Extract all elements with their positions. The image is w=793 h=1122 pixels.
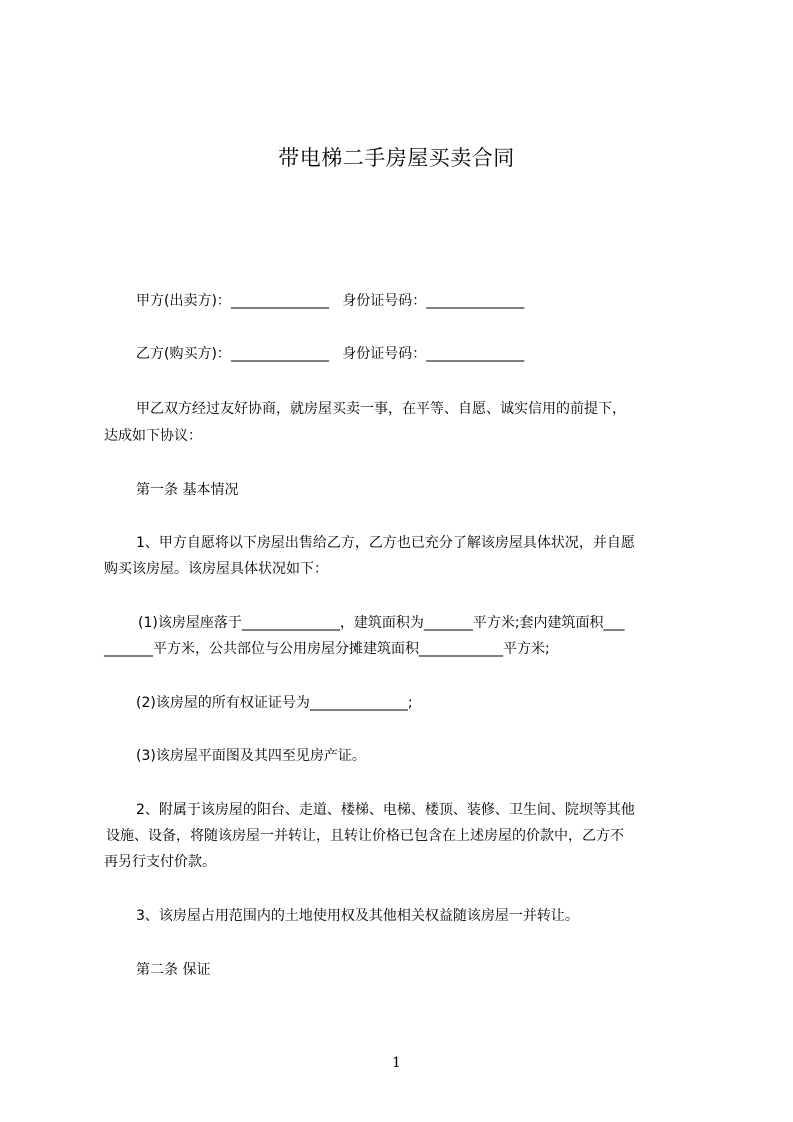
party-a-line [136,289,524,313]
intro-line-2: 达成如下协议： [104,428,202,444]
article-1-item-2-line-2: 设施、设备，将随该房屋一并转让，且转让价格已包含在上述房屋的价款中，乙方不 [106,828,624,844]
article-1-item-2-line-3: 再另行支付价款。 [104,854,216,870]
party-b-line [136,342,524,366]
article-1-sub-3: (3)该房屋平面图及其四至见房产证。 [136,748,366,764]
article-1-item-3: 3、该房屋占用范围内的土地使用权及其他相关权益随该房屋一并转让。 [136,908,579,924]
party-b-id-blank: ______________ [426,346,525,362]
party-b-id-label: 身份证号码： [342,346,427,362]
party-a-id-label: 身份证号码： [342,293,427,309]
contract-title: 带电梯二手房屋买卖合同 [278,146,515,170]
party-b-label: 乙方(购买方)： [136,346,231,362]
article-1-sub-2: (2)该房屋的所有权证证号为______________; [136,695,413,711]
party-b-name-blank: ______________ [230,346,329,362]
party-a-name-blank: ______________ [230,293,329,309]
article-1-heading: 第一条 基本情况 [136,482,239,498]
page-number: 1 [392,1055,401,1071]
party-a-id-blank: ______________ [426,293,525,309]
article-1-sub-1-line-1: (1)该房屋座落于______________，建筑面积为_______平方米;套内建筑面积___ [138,615,625,631]
article-1-sub-1-line-2: _______平方米，公共部位与公用房屋分摊建筑面积____________平方米; [104,641,550,657]
article-1-item-1-line-1: 1、甲方自愿将以下房屋出售给乙方，乙方也已充分了解该房屋具体状况，并自愿 [136,535,635,551]
intro-line-1: 甲乙双方经过友好协商，就房屋买卖一事，在平等、自愿、诚实信用的前提下， [136,401,626,417]
article-1-item-1-line-2: 购买该房屋。该房屋具体状况如下： [104,561,328,577]
article-1-item-2-line-1: 2、附属于该房屋的阳台、走道、楼梯、电梯、楼顶、装修、卫生间、院坝等其他 [136,802,635,818]
article-2-heading: 第二条 保证 [136,962,211,978]
party-a-label: 甲方(出卖方)： [136,293,231,309]
